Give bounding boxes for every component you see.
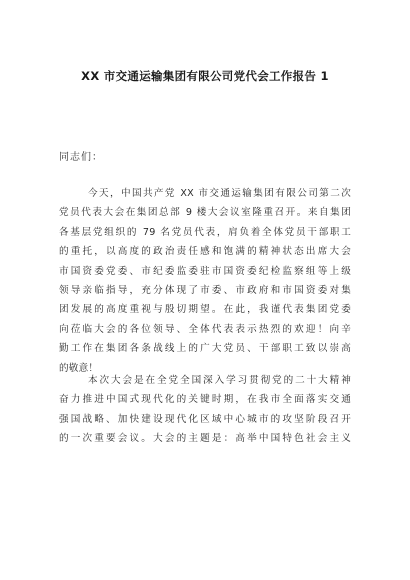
paragraph-line: 向莅临大会的各位领导、全体代表表示热烈的欢迎！向辛: [59, 323, 351, 335]
document-title: XX 市交通运输集团有限公司党代会工作报告 1: [81, 69, 329, 83]
paragraph-line: 强国战略、加快建设现代化区域中心城市的攻坚阶段召开: [59, 413, 351, 425]
paragraph-opening: [59, 184, 351, 378]
paragraph-line: 的重托，以高度的政治责任感和饱满的精神状态出席大会: [59, 246, 351, 258]
paragraph-line: 领导亲临指导，充分体现了市委、市政府和市国资委对集: [59, 285, 351, 297]
paragraph-meeting-theme: [59, 371, 351, 449]
paragraph-line: 的敬意！: [59, 362, 99, 374]
salutation: 同志们：: [59, 152, 103, 163]
paragraph-line: 奋力推进中国式现代化的关键时期，在我市全面落实交通: [59, 394, 351, 406]
paragraph-line: 本次大会是在全党全国深入学习贯彻党的二十大精神: [88, 375, 351, 386]
paragraph-line: 党员代表大会在集团总部 9 楼大会议室隆重召开。来自集团: [59, 207, 351, 219]
paragraph-line: 勤工作在集团各条战线上的广大党员、干部职工致以崇高: [59, 343, 351, 355]
paragraph-line: 今天，中国共产党 XX 市交通运输集团有限公司第二次: [88, 188, 351, 199]
paragraph-line: 市国资委党委、市纪委监委驻市国资委纪检监察组等上级: [59, 265, 351, 277]
paragraph-line: 的一次重要会议。大会的主题是：高举中国特色社会主义: [59, 433, 351, 445]
paragraph-line: 各基层党组织的 79 名党员代表，肩负着全体党员干部职工: [59, 226, 351, 238]
paragraph-line: 团发展的高度重视与殷切期望。在此，我谨代表集团党委: [59, 304, 351, 316]
